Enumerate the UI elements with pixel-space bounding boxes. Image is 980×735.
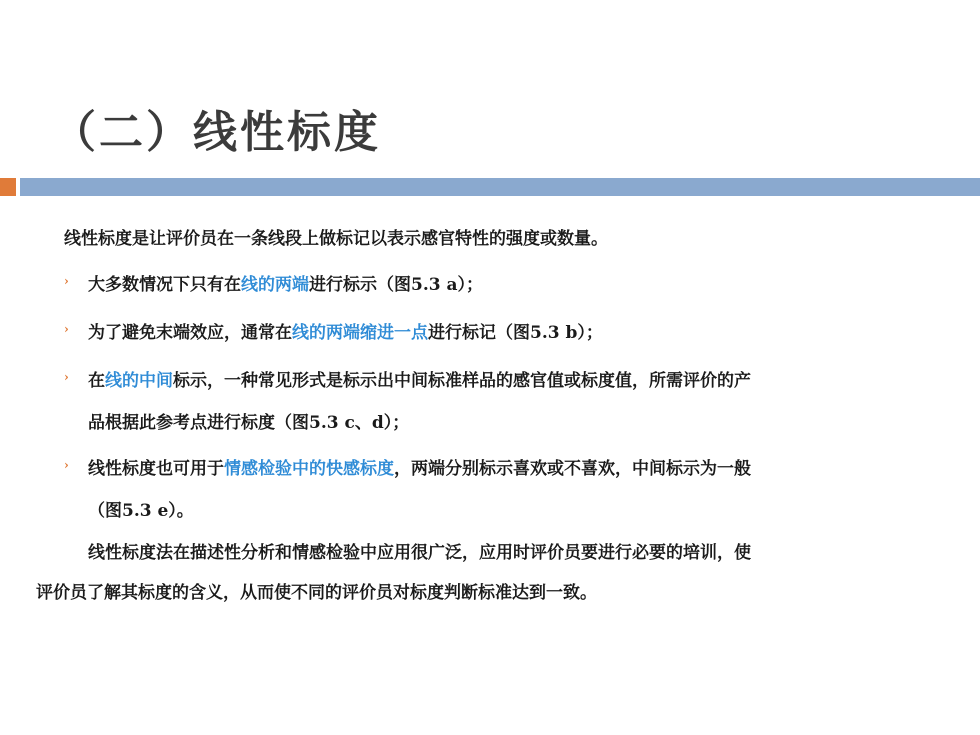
bullet-continuation: 品根据此参考点进行标度（图5.3 c、d）； — [88, 413, 410, 433]
highlight-text: 线的两端 — [241, 275, 309, 295]
bullet-text: 在 — [88, 371, 105, 391]
closing-text: 评价员了解其标度的含义，从而使不同的评价员对标度判断标准达到一致。 — [36, 583, 597, 603]
bullet-icon: › — [64, 458, 69, 472]
intro-text: 线性标度是让评价员在一条线段上做标记以表示感官特性的强度或数量。 — [64, 229, 608, 249]
closing-text: 线性标度法在描述性分析和情感检验中应用很广泛，应用时评价员要进行必要的培训，使 — [88, 543, 751, 563]
bullet-item — [88, 366, 751, 391]
bullet-icon: › — [64, 322, 69, 336]
highlight-text: 线的中间 — [105, 371, 173, 391]
header-rule — [20, 178, 980, 196]
bullet-continuation: （图5.3 e）。 — [88, 501, 194, 521]
bullet-icon: › — [64, 274, 69, 288]
bullet-text: 进行标示（图5.3 a）； — [309, 275, 484, 295]
bullet-text: 为了避免末端效应，通常在 — [88, 323, 292, 343]
bullet-text: 线性标度也可用于 — [88, 459, 224, 479]
bullet-text: ，两端分别标示喜欢或不喜欢，中间标示为一般 — [394, 459, 751, 479]
bullet-item — [88, 270, 483, 295]
accent-bar — [0, 178, 16, 196]
bullet-icon: › — [64, 370, 69, 384]
bullet-item — [88, 454, 751, 479]
bullet-text: 进行标记（图5.3 b）； — [428, 323, 603, 343]
highlight-text: 情感检验中的快感标度 — [224, 459, 394, 479]
bullet-item — [88, 318, 603, 343]
page-title: （二）线性标度 — [52, 107, 381, 158]
bullet-text: 标示，一种常见形式是标示出中间标准样品的感官值或标度值，所需评价的产 — [173, 371, 751, 391]
highlight-text: 线的两端缩进一点 — [292, 323, 428, 343]
bullet-text: 大多数情况下只有在 — [88, 275, 241, 295]
